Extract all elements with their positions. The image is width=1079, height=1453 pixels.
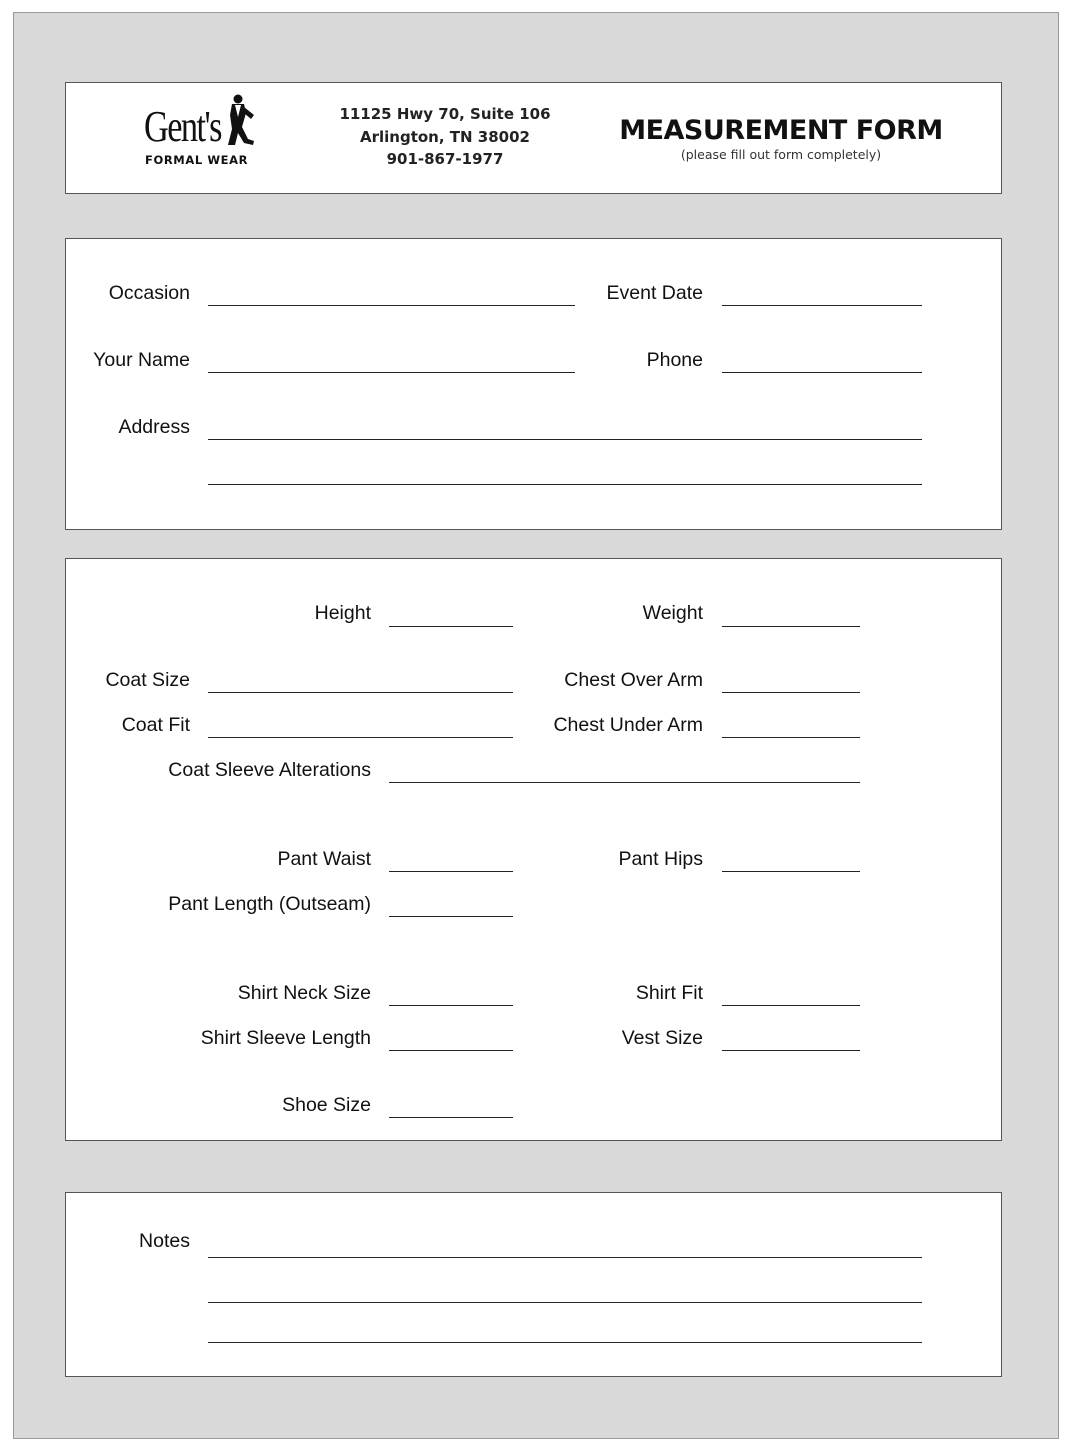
address-label: Address — [118, 416, 190, 438]
gents-logo — [144, 93, 274, 173]
shirt-sleeve-length-label: Shirt Sleeve Length — [200, 1027, 371, 1049]
pant-hips-label: Pant Hips — [618, 848, 703, 870]
contact-section — [65, 238, 1002, 530]
address-field-line-2[interactable] — [208, 484, 922, 485]
chest-over-arm-label: Chest Over Arm — [564, 669, 703, 691]
shirt-neck-size-field[interactable] — [389, 1005, 513, 1006]
tuxedo-figure-icon — [224, 93, 260, 151]
height-label: Height — [314, 602, 371, 624]
shirt-fit-field[interactable] — [722, 1005, 860, 1006]
coat-fit-field[interactable] — [208, 737, 513, 738]
coat-size-label: Coat Size — [105, 669, 190, 691]
store-address — [326, 103, 564, 171]
form-subtitle: (please fill out form completely) — [680, 147, 882, 162]
address-line-1: 11125 Hwy 70, Suite 106 — [339, 105, 551, 123]
coat-size-field[interactable] — [208, 692, 513, 693]
logo-name: Gent's — [144, 102, 221, 151]
shoe-size-field[interactable] — [389, 1117, 513, 1118]
address-field-line-1[interactable] — [208, 439, 922, 440]
pant-length-label: Pant Length (Outseam) — [168, 893, 371, 915]
pant-length-field[interactable] — [389, 916, 513, 917]
notes-field-line-2[interactable] — [208, 1302, 922, 1303]
occasion-field[interactable] — [208, 305, 575, 306]
weight-field[interactable] — [722, 626, 860, 627]
vest-size-field[interactable] — [722, 1050, 860, 1051]
notes-label: Notes — [139, 1230, 190, 1252]
occasion-label: Occasion — [108, 282, 190, 304]
weight-label: Weight — [642, 602, 703, 624]
your-name-label: Your Name — [93, 349, 190, 371]
coat-fit-label: Coat Fit — [121, 714, 190, 736]
coat-sleeve-alterations-label: Coat Sleeve Alterations — [168, 759, 371, 781]
chest-under-arm-label: Chest Under Arm — [553, 714, 703, 736]
phone-label: Phone — [646, 349, 703, 371]
address-line-2: Arlington, TN 38002 — [360, 127, 530, 146]
phone-field[interactable] — [722, 372, 922, 373]
height-field[interactable] — [389, 626, 513, 627]
title-block — [611, 116, 951, 162]
event-date-field[interactable] — [722, 305, 922, 306]
pant-waist-field[interactable] — [389, 871, 513, 872]
shirt-neck-size-label: Shirt Neck Size — [237, 982, 371, 1004]
logo-tagline: FORMAL WEAR — [145, 153, 249, 167]
shirt-sleeve-length-field[interactable] — [389, 1050, 513, 1051]
form-title: MEASUREMENT FORM — [619, 115, 943, 146]
shoe-size-label: Shoe Size — [282, 1094, 371, 1116]
notes-section — [65, 1192, 1002, 1377]
pant-hips-field[interactable] — [722, 871, 860, 872]
vest-size-label: Vest Size — [621, 1027, 703, 1049]
notes-field-line-3[interactable] — [208, 1342, 922, 1343]
coat-sleeve-alterations-field[interactable] — [389, 782, 860, 783]
chest-over-arm-field[interactable] — [722, 692, 860, 693]
chest-under-arm-field[interactable] — [722, 737, 860, 738]
pant-waist-label: Pant Waist — [277, 848, 371, 870]
form-header — [65, 82, 1002, 194]
event-date-label: Event Date — [606, 282, 703, 304]
your-name-field[interactable] — [208, 372, 575, 373]
store-phone: 901-867-1977 — [386, 150, 504, 168]
shirt-fit-label: Shirt Fit — [635, 982, 703, 1004]
notes-field-line-1[interactable] — [208, 1257, 922, 1258]
